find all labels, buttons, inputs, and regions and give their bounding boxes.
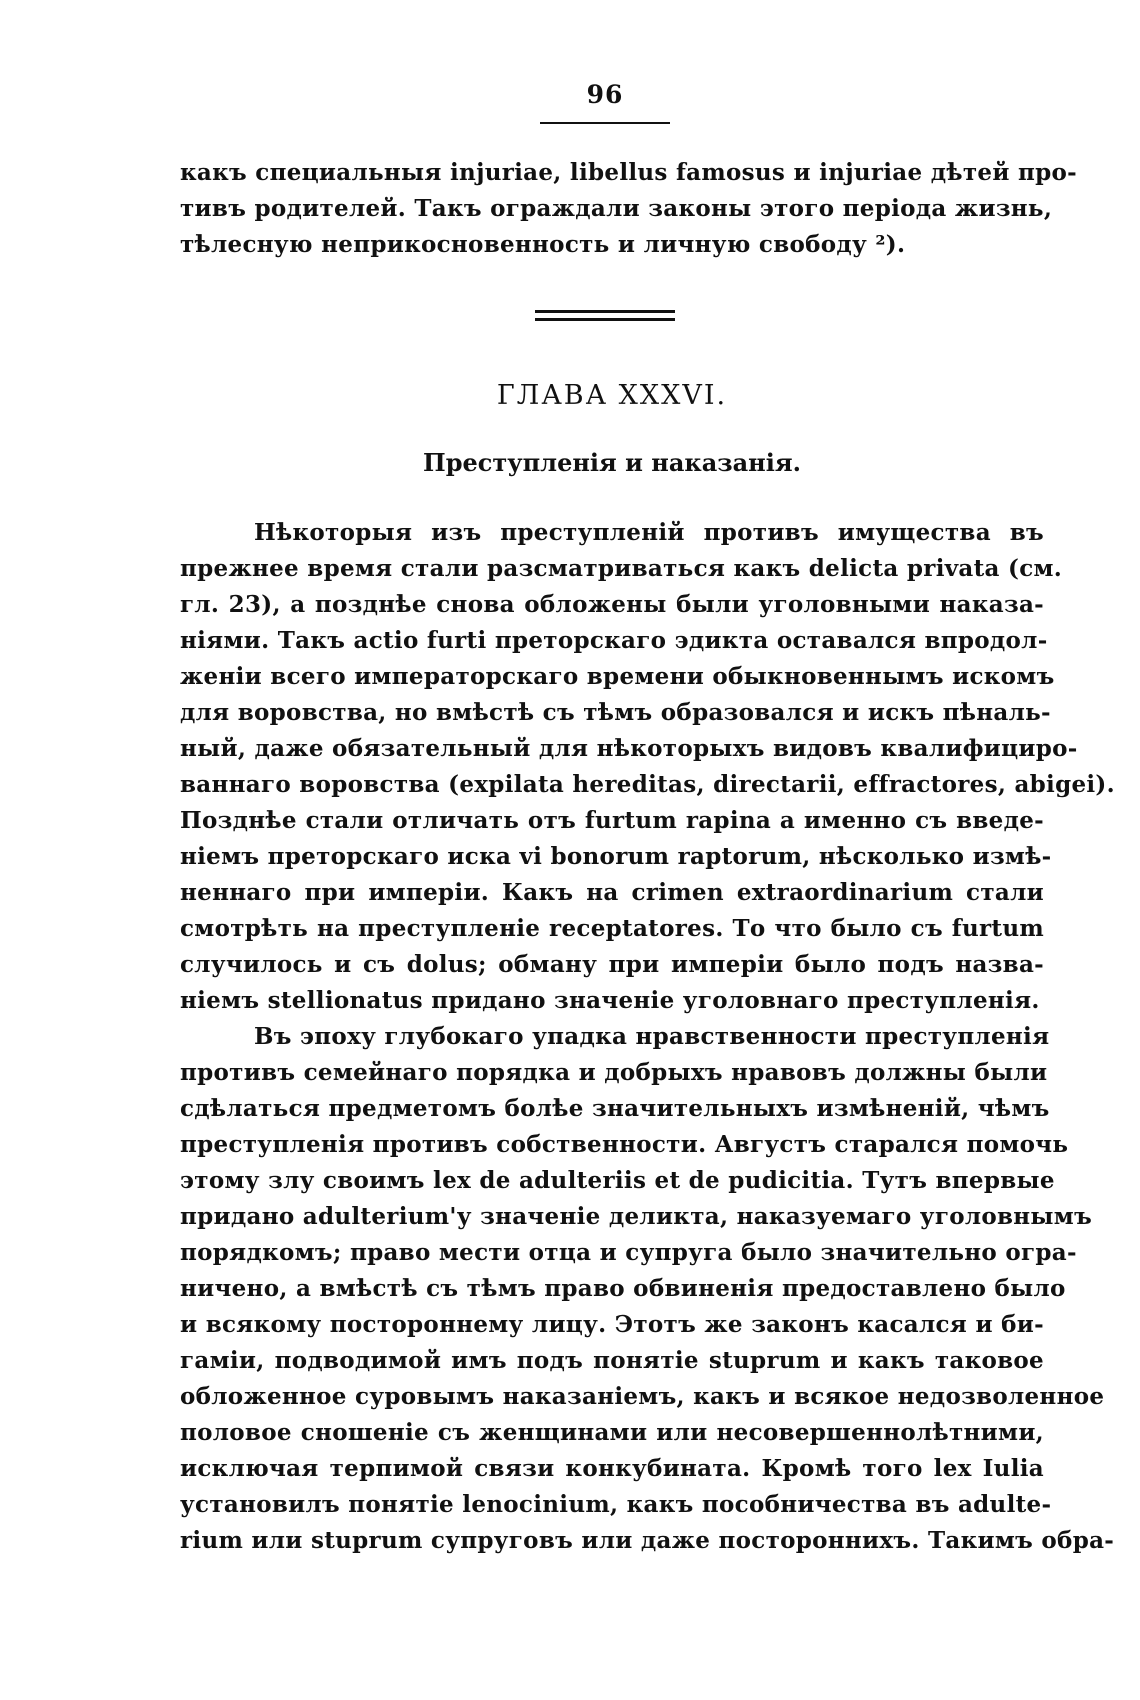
text-line: обложенное суровымъ наказаніемъ, какъ и всякое недозволенное <box>180 1383 1105 1410</box>
text-line: какъ специальныя injuriae, libellus famosus и injuriae дѣтей про- <box>180 159 1077 186</box>
text-line: rium или stuprum супруговъ или даже постороннихъ. Такимъ обра- <box>180 1527 1115 1554</box>
text-line: случилось и съ dolus; обману при имперіи было подъ назва- <box>180 951 1044 978</box>
text-line: тѣлесную неприкосновенность и личную свободу ²). <box>180 231 906 258</box>
text-line: сдѣлаться предметомъ болѣе значительныхъ измѣненій, чѣмъ <box>180 1095 1050 1122</box>
text-line: ничено, а вмѣстѣ съ тѣмъ право обвиненія предоставлено было <box>180 1275 1066 1302</box>
chapter-title: ГЛАВА XXXVI. <box>496 380 728 411</box>
text-line: ніемъ преторскаго иска vi bonorum raptorum, нѣсколько измѣ- <box>180 843 1052 870</box>
text-line: Нѣкоторыя изъ преступленій противъ имущества въ <box>254 519 1044 546</box>
text-line: этому злу своимъ lex de adulteriis et de pudicitia. Тутъ впервые <box>180 1167 1055 1194</box>
text-line: половое сношеніе съ женщинами или несовершеннолѣтними, <box>180 1419 1044 1446</box>
text-line: преступленія противъ собственности. Августъ старался помочь <box>180 1131 1069 1158</box>
text-line: и всякому постороннему лицу. Этотъ же законъ касался и би- <box>180 1311 1044 1338</box>
body-text <box>180 515 1115 1559</box>
text-line: ніями. Такъ actio furti преторскаго эдикта оставался впродол- <box>180 627 1048 654</box>
section-separator-top <box>535 310 675 313</box>
intro-paragraph <box>180 155 1077 263</box>
text-line: ваннаго воровства (expilata hereditas, directarii, effractores, abigei). <box>180 771 1115 798</box>
text-line: исключая терпимой связи конкубината. Кромѣ того lex Iulia <box>180 1455 1044 1482</box>
text-line: Позднѣе стали отличать отъ furtum rapina а именно съ введе- <box>180 807 1044 834</box>
text-line: прежнее время стали разсматриваться какъ delicta privata (см. <box>180 555 1063 582</box>
text-line: смотрѣть на преступленіе receptatores. То что было съ furtum <box>180 915 1044 942</box>
text-line: противъ семейнаго порядка и добрыхъ нравовъ должны были <box>180 1059 1048 1086</box>
page-number-rule <box>540 122 670 124</box>
text-line: гаміи, подводимой имъ подъ понятіе stuprum и какъ таковое <box>180 1347 1044 1374</box>
text-line: придано adulterium'у значеніе деликта, наказуемаго уголовнымъ <box>180 1203 1093 1230</box>
text-line: ный, даже обязательный для нѣкоторыхъ видовъ квалифициро- <box>180 735 1078 762</box>
text-line: женіи всего императорскаго времени обыкновеннымъ искомъ <box>180 663 1055 690</box>
text-line: порядкомъ; право мести отца и супруга было значительно огра- <box>180 1239 1077 1266</box>
text-line: установилъ понятіе lenocinium, какъ пособничества въ adulte- <box>180 1491 1052 1518</box>
text-line: для воровства, но вмѣстѣ съ тѣмъ образовался и искъ пѣналь- <box>180 699 1051 726</box>
text-line: ніемъ stellionatus придано значеніе уголовнаго преступленія. <box>180 987 1040 1014</box>
text-line: гл. 23), а позднѣе снова обложены были уголовными наказа- <box>180 591 1044 618</box>
page-number: 96 <box>586 80 624 109</box>
text-line: тивъ родителей. Такъ ограждали законы этого періода жизнь, <box>180 195 1053 222</box>
section-title: Преступленія и наказанія. <box>423 448 801 477</box>
text-line: неннаго при имперіи. Какъ на crimen extraordinarium стали <box>180 879 1044 906</box>
text-line: Въ эпоху глубокаго упадка нравственности преступленія <box>254 1023 1050 1050</box>
section-separator-bottom <box>535 318 675 321</box>
